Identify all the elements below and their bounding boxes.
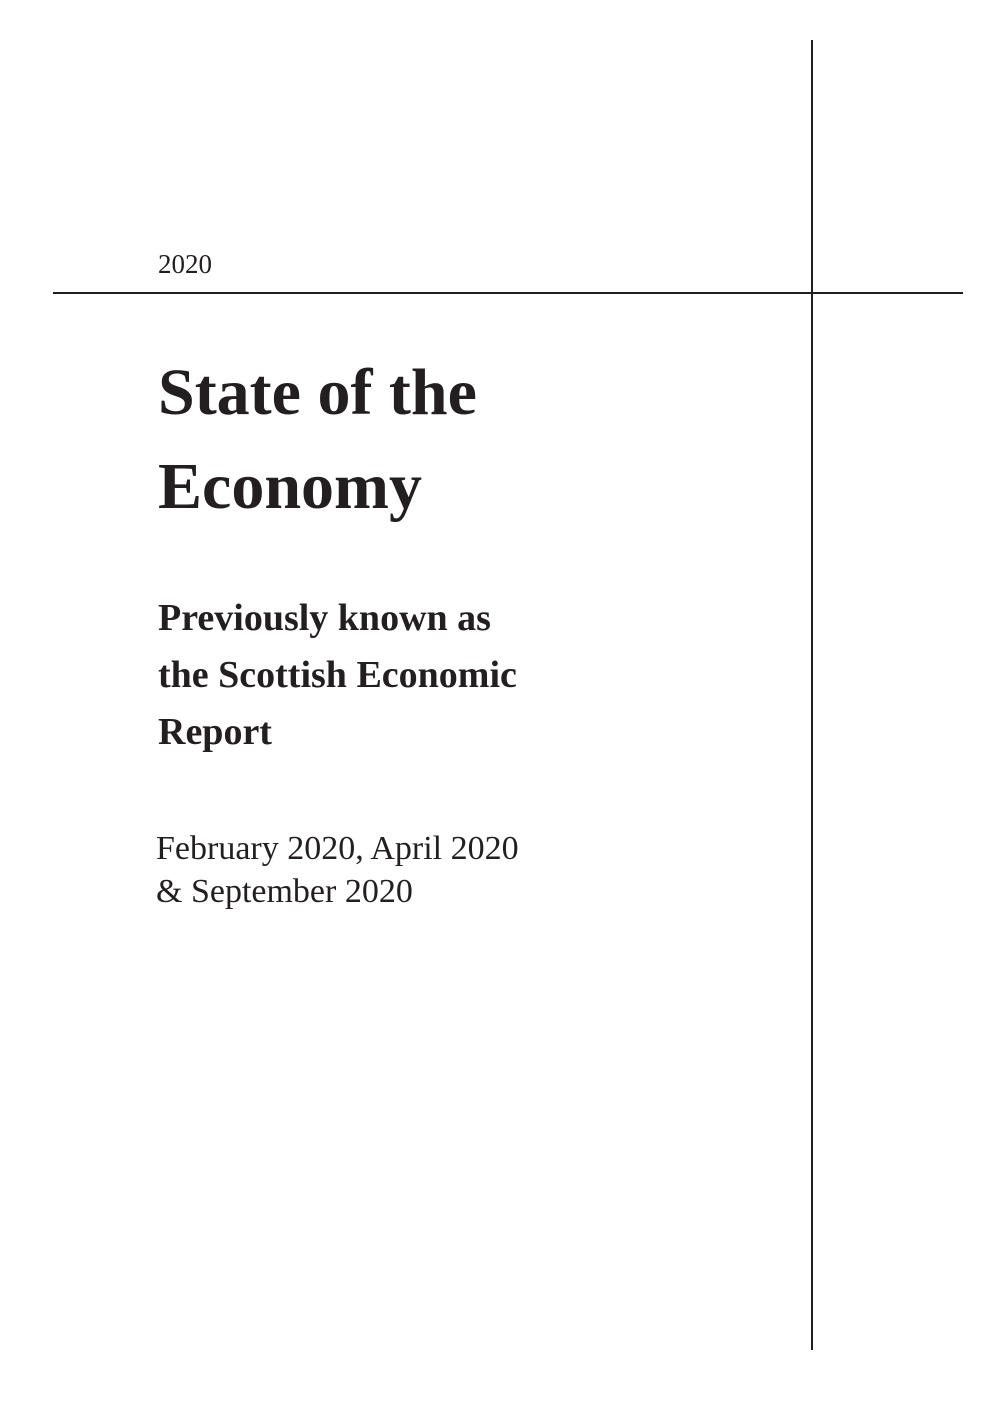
title-line: Economy [158,450,422,523]
document-title [158,346,477,534]
subtitle-line: the Scottish Economic [158,654,517,696]
vertical-rule [811,40,813,1350]
subtitle-line: Previously known as [158,597,491,639]
publication-year: 2020 [158,249,212,279]
subtitle-line: Report [158,711,272,753]
title-line: State of the [158,356,477,429]
horizontal-rule [53,292,963,294]
publication-dates [156,827,519,913]
dates-line: & September 2020 [156,873,413,910]
document-subtitle [158,590,517,761]
dates-line: February 2020, April 2020 [156,830,519,867]
